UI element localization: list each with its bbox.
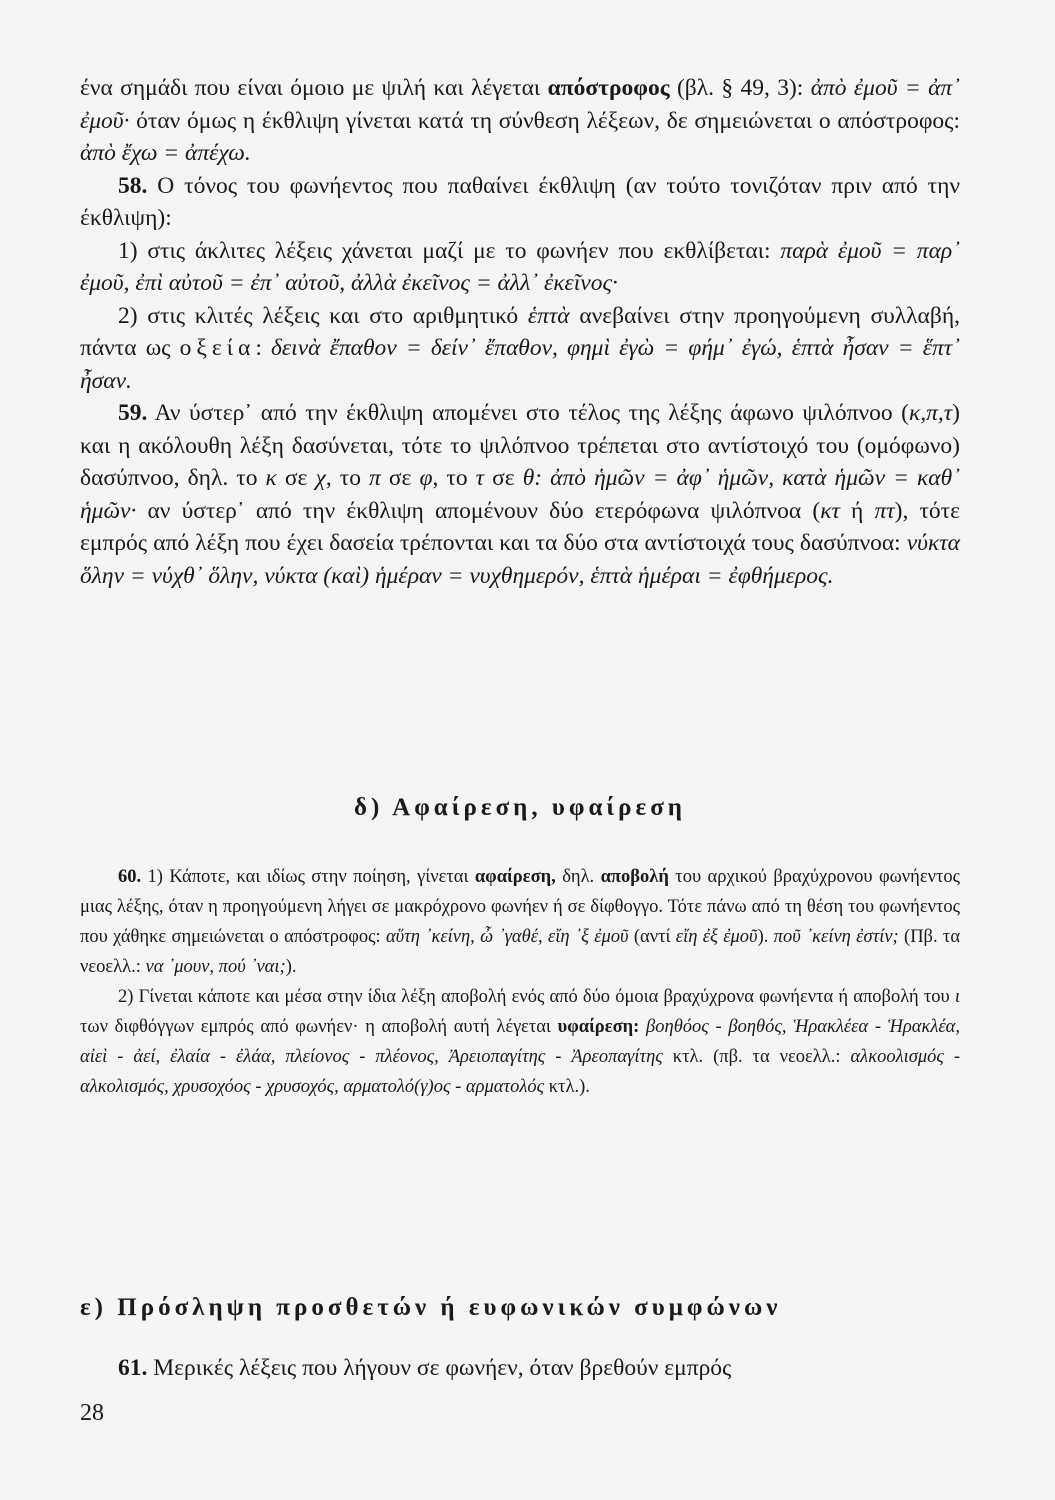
- text: δηλ.: [555, 867, 601, 887]
- example: ἑπτὰ: [527, 302, 570, 329]
- text: Μερικές λέξεις που λήγουν σε φωνήεν, όταν βρεθούν εμπρός: [147, 1355, 732, 1381]
- text: κτλ. (πβ. τα νεοελλ.:: [662, 1047, 851, 1067]
- paragraph-59: [80, 397, 960, 592]
- text: όταν όμως η έκθλιψη γίνεται κατά τη σύνθεση λέξεων, δε σημειώνεται ο απόστροφος:: [129, 107, 960, 134]
- section-heading-d: δ) Αφαίρεση, υφαίρεση: [353, 794, 687, 821]
- example: πτ: [874, 497, 895, 524]
- text: , το: [432, 465, 476, 491]
- paragraph-58: [80, 170, 960, 235]
- text: (Πβ. τα νεοελλ.:: [80, 927, 961, 977]
- text: ).: [285, 957, 297, 977]
- example: θ: ἀπὸ ἡμῶν = ἀφ᾽ ἡμῶν, κατὰ ἡμῶν = καθ᾽ ἡμῶν·: [80, 465, 960, 524]
- text: ανεβαίνει στην προηγούμενη συλλαβή, πάντα ως: [80, 302, 960, 361]
- example: αὕτη ᾽κείνη, ὦ ᾽γαθέ, εἴη ᾽ξ ἐμοῦ: [385, 927, 629, 947]
- page-number: 28: [80, 1400, 104, 1426]
- example: τ: [475, 465, 485, 491]
- text: 2) Γίνεται κάποτε και μέσα στην ίδια λέξη αποβολή ενός από δύο όμοια βραχύχρονα φωνήεντα ή αποβολή του: [118, 987, 955, 1007]
- example: ἀπὸ ἔχω = ἀπέχω.: [80, 140, 251, 166]
- paragraph-60-2: [80, 982, 960, 1102]
- text: Ο τόνος του φωνήεντος που παθαίνει έκθλιψη (αν τούτο τονιζόταν πριν από την έκθλιψη):: [80, 172, 960, 231]
- text: Αν ύστερ᾽ από την έκθλιψη απομένει στο τέλος της λέξης άφωνο ψιλόπνοο (: [147, 400, 909, 426]
- term-apostrofos: απόστροφος: [547, 75, 670, 101]
- spaced-term: οξεία: [179, 335, 256, 361]
- example: παρὰ ἐμοῦ = παρ᾽ ἐμοῦ, ἐπὶ αὐτοῦ = ἐπ᾽ αὐτοῦ, ἀλλὰ ἐκεῖνος = ἀλλ᾽ ἐκεῖνος·: [80, 237, 961, 296]
- text: σε: [276, 465, 316, 491]
- paragraph-number: 59.: [118, 400, 148, 426]
- example: ποῦ ᾽κείνη ἐστίν;: [773, 927, 899, 947]
- term-afairesi: αφαίρεση,: [474, 867, 556, 887]
- example: εἴη ἐξ ἐμοῦ: [675, 927, 758, 947]
- paragraph-61: [80, 1352, 960, 1385]
- text: ή: [839, 497, 875, 524]
- text: , το: [325, 465, 370, 491]
- text: σε: [484, 465, 523, 491]
- example: χ: [315, 465, 326, 491]
- paragraph-number: 60.: [118, 867, 142, 887]
- text: του αρχικού βραχύχρονου φωνήεντος μιας λέξης, όταν η προηγούμενη λήγει σε μακρόχρονο φωνήεν ή σε δίφθογγο. Τότε πάνω από τη θέση του φωνήεντος που χάθηκε σημειώνεται ο απόστροφος:: [80, 867, 960, 947]
- paragraph-number: 58.: [118, 172, 148, 199]
- text: σε: [380, 465, 420, 491]
- example: ι: [954, 987, 960, 1007]
- paragraph-60-1: [80, 862, 960, 982]
- text: 2) στις κλιτές λέξεις και στο αριθμητικό: [118, 302, 528, 329]
- example: κτ: [820, 497, 840, 524]
- example: βοηθόος - βοηθός, Ἡρακλέεα - Ἡρακλέα, αἰεὶ - ἀεί, ἐλαία - ἐλάα, πλείονος - πλέονος, Ἀρειοπαγίτης - Ἀρεοπαγίτης: [80, 1017, 960, 1067]
- text: (βλ. § 49, 3):: [669, 75, 811, 101]
- list-item-2: [80, 300, 960, 398]
- text: (αντί: [628, 927, 676, 947]
- text: ), τότε εμπρός από λέξη που έχει δασεία τρέπονται και τα δύο στα αντίστοιχά τους δασύπνοα:: [80, 497, 960, 556]
- example: π: [369, 465, 381, 491]
- text: αν ύστερ᾽ από την έκθλιψη απομένουν δύο ετερόφωνα ψιλόπνοα (: [136, 497, 821, 524]
- text: ).: [757, 927, 774, 947]
- example: να ᾽μουν, πού ᾽ναι;: [145, 957, 286, 977]
- example: νύκτα ὅλην = νύχθ᾽ ὅλην, νύκτα (καὶ) ἡμέραν = νυχθημερόν, ἑπτὰ ἡμέραι = ἐφθήμερος.: [80, 530, 960, 589]
- term-yfairesi: υφαίρεση:: [557, 1017, 640, 1037]
- text: 1) στις άκλιτες λέξεις χάνεται μαζί με το φωνήεν που εκθλίβεται:: [118, 237, 781, 264]
- section-heading-e: ε) Πρόσληψη προσθετών ή ευφωνικών συμφώνων: [80, 1294, 782, 1321]
- paragraph-continuation: [80, 72, 960, 170]
- example: κ: [265, 465, 277, 491]
- example: ἀπὸ ἐμοῦ = ἀπ᾽ ἐμοῦ·: [80, 75, 960, 134]
- paragraph-60: [80, 862, 960, 1102]
- text: :: [255, 335, 271, 361]
- example: δεινὰ ἔπαθον = δείν᾽ ἔπαθον, φημὶ ἐγὼ = φήμ᾽ ἐγώ, ἑπτὰ ἦσαν = ἕπτ᾽ ἦσαν.: [80, 335, 960, 394]
- example: φ: [419, 465, 433, 491]
- paragraph-number: 61.: [118, 1355, 148, 1381]
- text: ένα σημάδι που είναι όμοιο με ψιλή και λέγεται: [80, 75, 548, 101]
- example: αλκοολισμός - αλκολισμός, χρυσοχόος - χρυσοχός, αρματολό(γ)ος - αρματολός: [80, 1047, 961, 1097]
- text: κτλ.).: [544, 1077, 590, 1097]
- text: ) και η ακόλουθη λέξη δασύνεται, τότε το ψιλόπνοο τρέπεται στο αντίστοιχό του (ομόφωνο) δασύπνοο, δηλ. το: [80, 400, 960, 491]
- example: κ,π,τ: [908, 400, 953, 426]
- list-item-1: [80, 235, 960, 300]
- term-apovoli: αποβολή: [600, 867, 669, 887]
- page-body: [80, 72, 961, 1381]
- text: 1) Κάποτε, και ιδίως στην ποίηση, γίνεται: [141, 867, 475, 887]
- text: των διφθόγγων εμπρός από φωνήεν· η αποβολή αυτή λέγεται: [80, 1017, 558, 1037]
